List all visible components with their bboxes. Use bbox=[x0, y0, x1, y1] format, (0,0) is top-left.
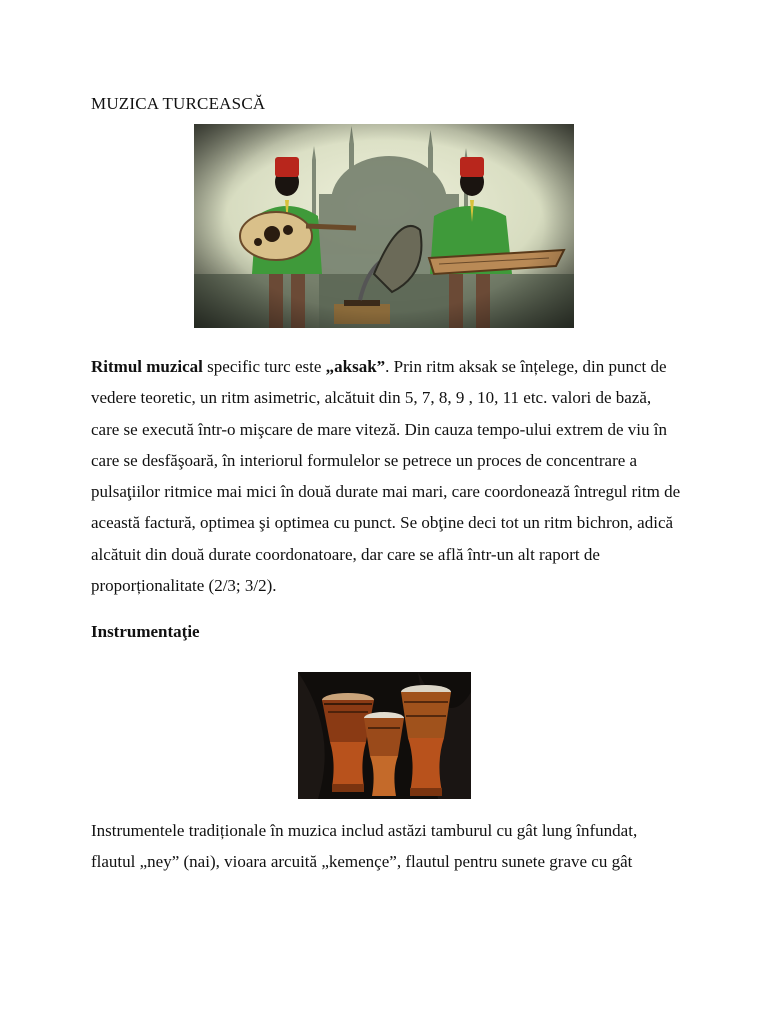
drums-photo bbox=[298, 672, 471, 799]
document-title: MUZICA TURCEASCĂ bbox=[91, 94, 266, 113]
paragraph-text: specific turc este bbox=[202, 357, 326, 376]
section-heading: Instrumentaţie bbox=[91, 622, 200, 641]
musicians-illustration bbox=[194, 124, 574, 328]
paragraph-text: . Prin ritm aksak se înțelege, din punct de vedere teoretic, un ritm asimetric, alcătuit din 5, 7, 8, 9 , 10, 11 etc. valori de bază, care se execută într-o mişcare de mare viteză. Din cauza tempo-ului extrem de viu în care se desfăşoară, în interiorul formulelor se petrece un proces de concentrare a pulsaţiilor ritmice mai mici în două durate mai mari, care coordonează întregul ritm de această factură, optimea şi optimea cu punct. Se obţine deci tot un ritm bichron, adică alcătuit din două durate coordonatoare, dar care se află într-un alt raport de proporționalitate (2/3; 3/2). bbox=[91, 357, 681, 596]
paragraph-instruments: Instrumentele tradiționale în muzica includ astăzi tamburul cu gât lung înfundat, flautul „ney” (nai), vioara arcuită „kemençe”, flautul pentru sunete grave cu gât bbox=[91, 821, 638, 872]
bold-lead: Ritmul muzical bbox=[91, 357, 203, 376]
paragraph-rhythm bbox=[91, 351, 681, 601]
bold-term: „aksak” bbox=[325, 357, 386, 376]
